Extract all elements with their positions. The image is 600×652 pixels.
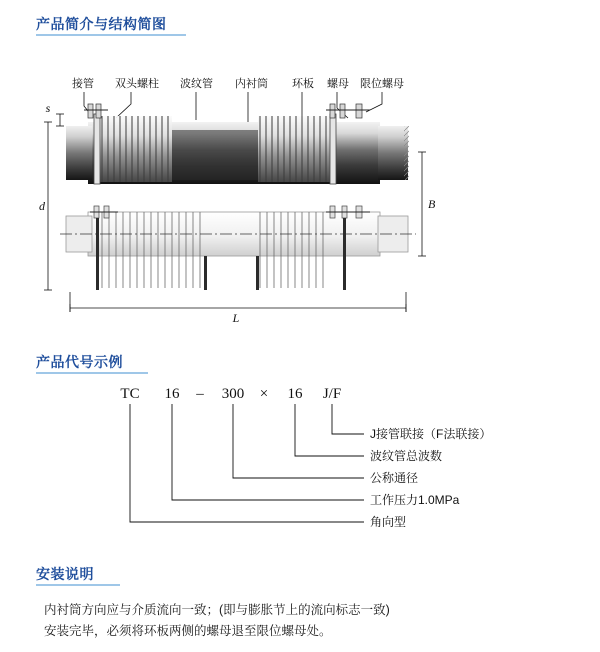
section-title-structure: 产品简介与结构简图 <box>36 16 167 32</box>
lower-view <box>60 206 416 290</box>
code-row <box>120 386 341 402</box>
install-note-2: 安装完毕，必须将环板两侧的螺母退至限位螺母处。 <box>44 624 332 638</box>
install-note-1: 内衬筒方向应与介质流向一致；(即与膨胀节上的流向标志一致) <box>44 603 390 617</box>
stud-nut-assembly-upper-right <box>326 104 370 118</box>
code-descriptions <box>370 426 491 529</box>
code-desc-pressure: 工作压力1.0MPa <box>370 493 460 507</box>
ring-plate <box>330 114 336 184</box>
upper-view <box>66 104 409 184</box>
install-notes <box>44 600 564 642</box>
dimension-s: s <box>45 101 51 115</box>
code-leader-lines <box>130 404 364 522</box>
code-desc-waves: 波纹管总波数 <box>370 449 443 463</box>
callout-label-1: 接管 <box>72 78 94 90</box>
code-desc-diameter: 公称通径 <box>370 471 419 485</box>
section-underline-code <box>36 372 148 374</box>
bellows-convolutions-left <box>100 116 172 182</box>
code-part-diameter: 300 <box>221 386 245 402</box>
code-part-waves: 16 <box>287 386 303 402</box>
callout-label-7: 限位螺母 <box>360 78 404 90</box>
callout-label-4: 内衬筒 <box>235 78 268 90</box>
structure-diagram <box>30 60 570 340</box>
code-desc-type: 角向型 <box>370 515 407 529</box>
code-part-connection: J/F <box>322 386 342 402</box>
product-code-diagram <box>30 382 570 542</box>
code-part-dash: – <box>196 386 204 402</box>
code-part-times: × <box>259 386 269 402</box>
callout-label-2: 双头螺柱 <box>115 78 159 90</box>
inner-liner <box>172 130 258 180</box>
section-hatch <box>404 126 409 180</box>
dimension-L: L <box>232 311 240 325</box>
left-pipe-stub <box>66 126 92 180</box>
product-code-svg <box>30 382 570 542</box>
section-title-install: 安装说明 <box>36 566 94 582</box>
code-part-type: TC <box>120 386 140 402</box>
ring-plate-left <box>94 114 100 184</box>
bellows-convolutions-right <box>258 116 330 182</box>
section-title-code: 产品代号示例 <box>36 354 123 370</box>
section-underline-install <box>36 584 120 586</box>
figure1-callout-labels <box>72 76 404 90</box>
section-underline-structure <box>36 34 186 36</box>
code-part-pressure: 16 <box>164 386 180 402</box>
callout-label-3: 波纹管 <box>180 78 213 90</box>
dimension-B: B <box>428 197 436 211</box>
callout-label-5: 环板 <box>292 78 314 90</box>
callout-label-6: 螺母 <box>327 78 349 90</box>
dimension-d: d <box>39 199 45 213</box>
code-desc-connection: J接管联接（F法联接） <box>370 427 492 441</box>
structure-diagram-svg <box>30 60 570 340</box>
right-pipe-stub <box>378 126 408 180</box>
